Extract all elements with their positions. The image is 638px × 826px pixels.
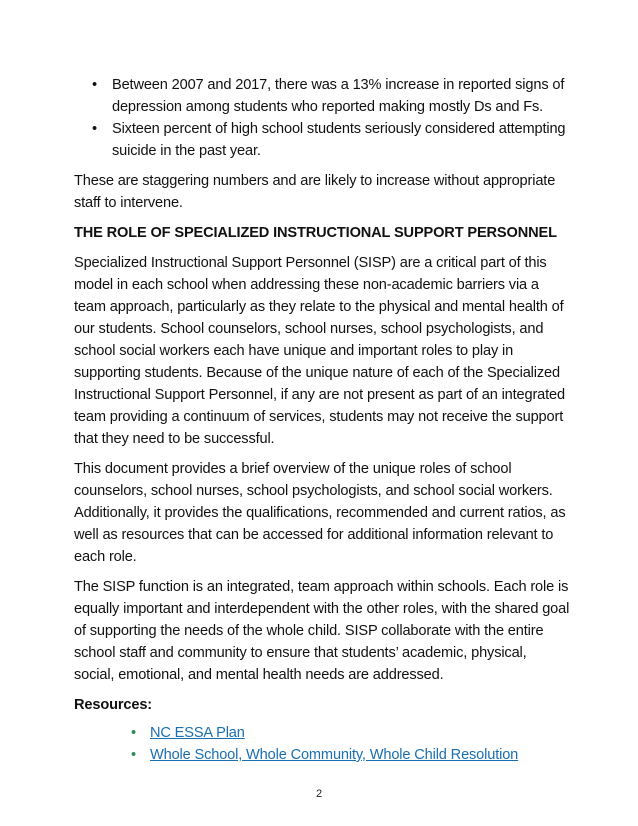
bullet-icon: • [131, 725, 136, 741]
sisp-paragraph: Specialized Instructional Support Personnel (SISP) are a critical part of this model in each school when addressing these non-academic barriers via a team approach, particularly as they relate to the physical and mental health of our students. School counselors, school nurses, school psychologists, and school social workers each have unique and important roles to play in supporting students. Because of the unique nature of each of the Specialized Instructional Support Personnel, if any are not present as part of an integrated team providing a continuum of services, students may not receive the support that they need to be successful. [74, 255, 565, 447]
bullet-icon: • [92, 77, 97, 93]
list-item [74, 74, 570, 118]
list-item [74, 722, 570, 744]
team-approach-paragraph: The SISP function is an integrated, team approach within schools. Each role is equally important and interdependent with the other roles, with the shared goal of supporting the needs of the whole child. SISP collaborate with the entire school staff and community to ensure that students’ academic, physical, social, emotional, and mental health needs are addressed. [74, 579, 570, 683]
statistics-bullet-list [74, 74, 570, 162]
section-heading: THE ROLE OF SPECIALIZED INSTRUCTIONAL SUPPORT PERSONNEL [74, 225, 557, 241]
bullet-text: Between 2007 and 2017, there was a 13% increase in reported signs of depression among students who reported making mostly Ds and Fs. [112, 77, 565, 115]
resources-link-list [74, 722, 570, 766]
bullet-icon: • [131, 747, 136, 763]
intro-paragraph: These are staggering numbers and are likely to increase without appropriate staff to intervene. [74, 173, 556, 211]
page-content [74, 74, 570, 766]
resources-heading: Resources: [74, 697, 152, 713]
overview-paragraph: This document provides a brief overview of the unique roles of school counselors, school nurses, school psychologists, and school social workers. Additionally, it provides the qualifications, recommended and current ratios, as well as resources that can be accessed for additional information relevant to each role. [74, 461, 566, 565]
list-item [74, 118, 570, 162]
bullet-text: Sixteen percent of high school students seriously considered attempting suicide in the past year. [112, 121, 566, 159]
nc-essa-plan-link[interactable]: NC ESSA Plan [150, 725, 245, 741]
page-number: 2 [315, 788, 323, 800]
bullet-icon: • [92, 121, 97, 137]
wscc-resolution-link[interactable]: Whole School, Whole Community, Whole Child Resolution [150, 747, 519, 763]
list-item [74, 744, 570, 766]
